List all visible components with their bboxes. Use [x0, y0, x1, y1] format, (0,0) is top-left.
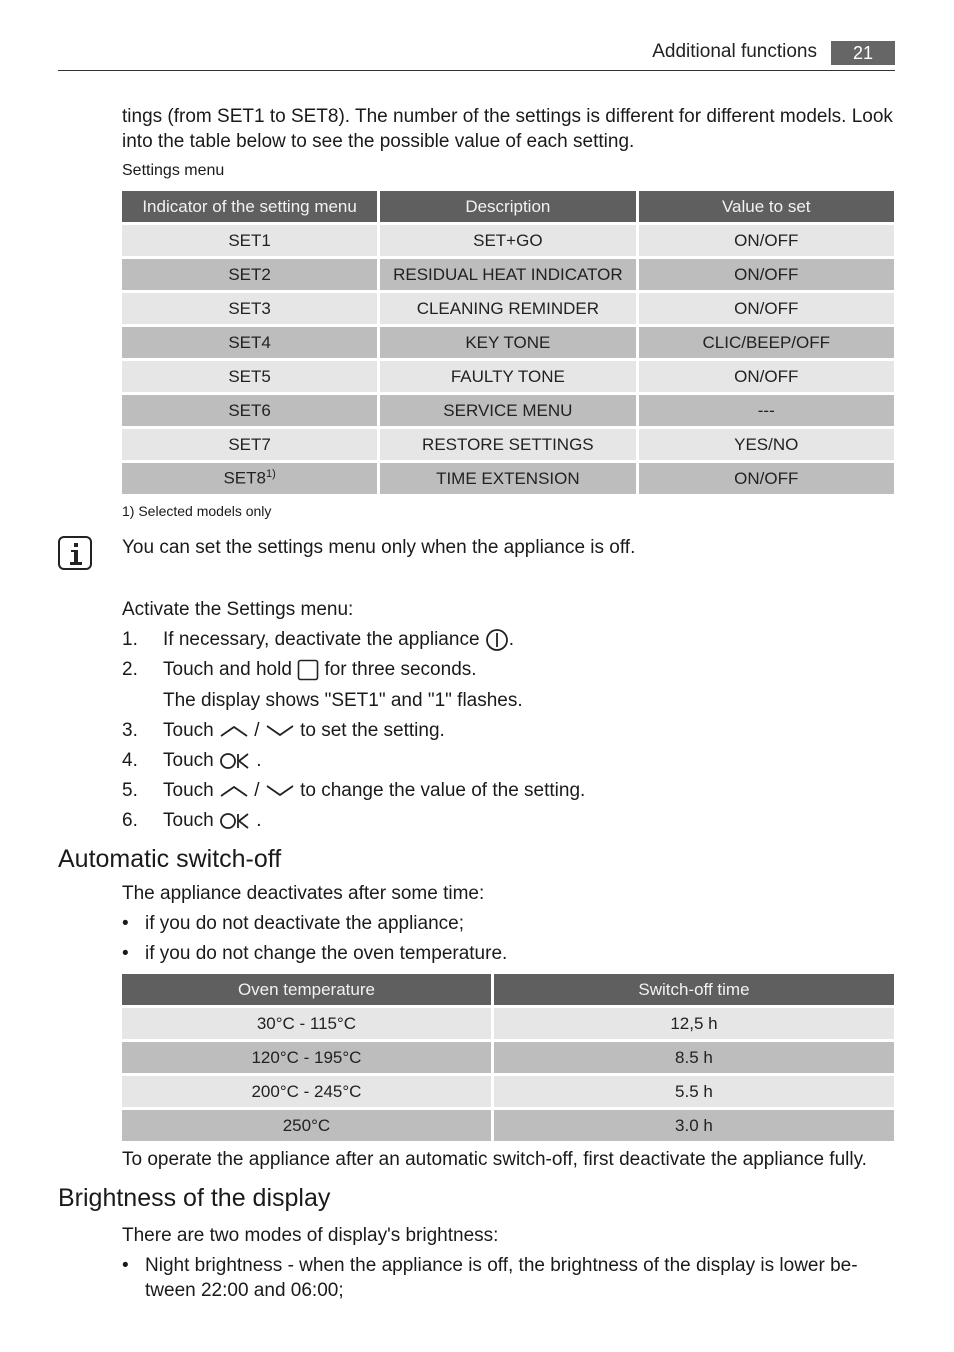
table-cell: 5.5 h	[494, 1076, 894, 1107]
table-cell: 120°C - 195°C	[122, 1042, 491, 1073]
table-row	[122, 1042, 894, 1073]
step-number: 6.	[122, 810, 138, 831]
ok-icon	[219, 812, 251, 830]
down-arrow-icon	[265, 783, 295, 799]
bullet-marker: •	[122, 913, 129, 934]
column-header: Description	[380, 191, 635, 222]
bullet-item	[122, 911, 464, 936]
switch-off-table-header-row	[122, 974, 894, 1005]
step-text-after: to set the setting.	[300, 720, 445, 741]
bullet-marker: •	[122, 1255, 129, 1276]
bullet-text: if you do not deactivate the appliance;	[145, 913, 465, 934]
table-cell-text: SET8	[223, 468, 266, 488]
table-row	[122, 1076, 894, 1107]
slash-separator: /	[254, 720, 260, 741]
table-cell: ---	[639, 395, 894, 426]
bullet-text: Night brightness - when the appliance is off, the brightness of the display is lower be-	[145, 1255, 858, 1276]
step-2	[122, 657, 477, 682]
up-arrow-icon	[219, 723, 249, 739]
table-cell: 250°C	[122, 1110, 491, 1141]
table-cell: ON/OFF	[639, 463, 894, 494]
table-row	[122, 1110, 894, 1141]
info-note: You can set the settings menu only when the appliance is off.	[122, 537, 636, 558]
table-cell: SET4	[122, 327, 377, 358]
bullet-item	[122, 1253, 858, 1303]
table-cell: ON/OFF	[639, 259, 894, 290]
down-arrow-icon	[265, 723, 295, 739]
step-number: 5.	[122, 780, 138, 801]
table-row	[122, 395, 894, 426]
power-icon	[485, 628, 509, 652]
intro-line-2: into the table below to see the possible value of each setting.	[122, 131, 635, 152]
step-text-after: to change the value of the setting.	[300, 780, 586, 801]
up-arrow-icon	[219, 783, 249, 799]
table-cell: SERVICE MENU	[380, 395, 635, 426]
table-cell: RESIDUAL HEAT INDICATOR	[380, 259, 635, 290]
table-cell: ON/OFF	[639, 225, 894, 256]
table-cell: 200°C - 245°C	[122, 1076, 491, 1107]
table-row	[122, 225, 894, 256]
intro-paragraph	[122, 104, 902, 154]
table-cell: 12,5 h	[494, 1008, 894, 1039]
table-cell: SET6	[122, 395, 377, 426]
table-cell: KEY TONE	[380, 327, 635, 358]
section-title: Additional functions	[652, 41, 817, 62]
ok-icon	[219, 752, 251, 770]
table-cell: CLIC/BEEP/OFF	[639, 327, 894, 358]
step-text: Touch	[163, 720, 214, 741]
table-cell: 8.5 h	[494, 1042, 894, 1073]
step-text: If necessary, deactivate the appliance	[163, 629, 480, 650]
step-text-after: for three seconds.	[324, 659, 477, 680]
bullet-item	[122, 941, 507, 966]
step-number: 1.	[122, 629, 138, 650]
bullet-text-continued: tween 22:00 and 06:00;	[145, 1280, 344, 1301]
step-text-after: .	[256, 750, 262, 771]
table-row	[122, 327, 894, 358]
table-cell	[122, 463, 377, 494]
info-icon	[58, 536, 92, 570]
step-text: The display shows "SET1" and "1" flashes.	[163, 690, 523, 711]
settings-table	[119, 188, 897, 497]
step-text-after: .	[508, 629, 515, 650]
slash-separator: /	[254, 780, 260, 801]
step-text: Touch	[163, 780, 214, 801]
table-cell: YES/NO	[639, 429, 894, 460]
step-text: Touch	[163, 750, 214, 771]
table-cell: TIME EXTENSION	[380, 463, 635, 494]
intro-line-1: tings (from SET1 to SET8). The number of the settings is different for different models. Look	[122, 106, 893, 127]
table-cell: 3.0 h	[494, 1110, 894, 1141]
footnote-marker: 1)	[265, 468, 276, 481]
step-number: 2.	[122, 659, 138, 680]
table-cell: ON/OFF	[639, 361, 894, 392]
page-number-badge: 21	[831, 41, 895, 65]
square-key-icon	[297, 659, 319, 681]
table-row	[122, 259, 894, 290]
brightness-heading: Brightness of the display	[58, 1184, 331, 1212]
table-cell: SET5	[122, 361, 377, 392]
step-number: 4.	[122, 750, 138, 771]
table-cell: 30°C - 115°C	[122, 1008, 491, 1039]
switch-off-table	[119, 971, 897, 1144]
table-cell: ON/OFF	[639, 293, 894, 324]
table-footnote: 1) Selected models only	[122, 503, 272, 519]
table-row	[122, 293, 894, 324]
column-header: Switch-off time	[494, 974, 894, 1005]
table-cell: SET7	[122, 429, 377, 460]
column-header: Value to set	[639, 191, 894, 222]
table-cell: SET2	[122, 259, 377, 290]
auto-switch-off-after-text: To operate the appliance after an automatic switch-off, first deactivate the appliance fully.	[122, 1149, 867, 1170]
table-cell: CLEANING REMINDER	[380, 293, 635, 324]
table-row	[122, 361, 894, 392]
bullet-marker: •	[122, 943, 129, 964]
step-text: Touch	[163, 810, 214, 831]
step-5	[122, 778, 585, 803]
activate-heading: Activate the Settings menu:	[122, 599, 354, 620]
step-1	[122, 627, 514, 652]
table-cell: FAULTY TONE	[380, 361, 635, 392]
step-text-after: .	[256, 810, 262, 831]
step-2-note	[122, 688, 523, 713]
table-cell: RESTORE SETTINGS	[380, 429, 635, 460]
table-cell: SET3	[122, 293, 377, 324]
table-cell: SET1	[122, 225, 377, 256]
auto-switch-off-intro: The appliance deactivates after some time:	[122, 883, 485, 904]
step-3	[122, 718, 445, 743]
auto-switch-off-heading: Automatic switch-off	[58, 845, 282, 873]
settings-table-caption: Settings menu	[122, 162, 225, 179]
settings-table-header-row	[122, 191, 894, 222]
table-row	[122, 463, 894, 494]
step-6	[122, 808, 262, 833]
step-4	[122, 748, 262, 773]
table-cell: SET+GO	[380, 225, 635, 256]
table-row	[122, 429, 894, 460]
brightness-intro: There are two modes of display's brightness:	[122, 1225, 499, 1246]
page-header	[58, 38, 895, 71]
column-header: Indicator of the setting menu	[122, 191, 377, 222]
column-header: Oven temperature	[122, 974, 491, 1005]
step-text: Touch and hold	[163, 659, 292, 680]
step-number: 3.	[122, 720, 138, 741]
table-row	[122, 1008, 894, 1039]
bullet-text: if you do not change the oven temperature.	[145, 943, 508, 964]
